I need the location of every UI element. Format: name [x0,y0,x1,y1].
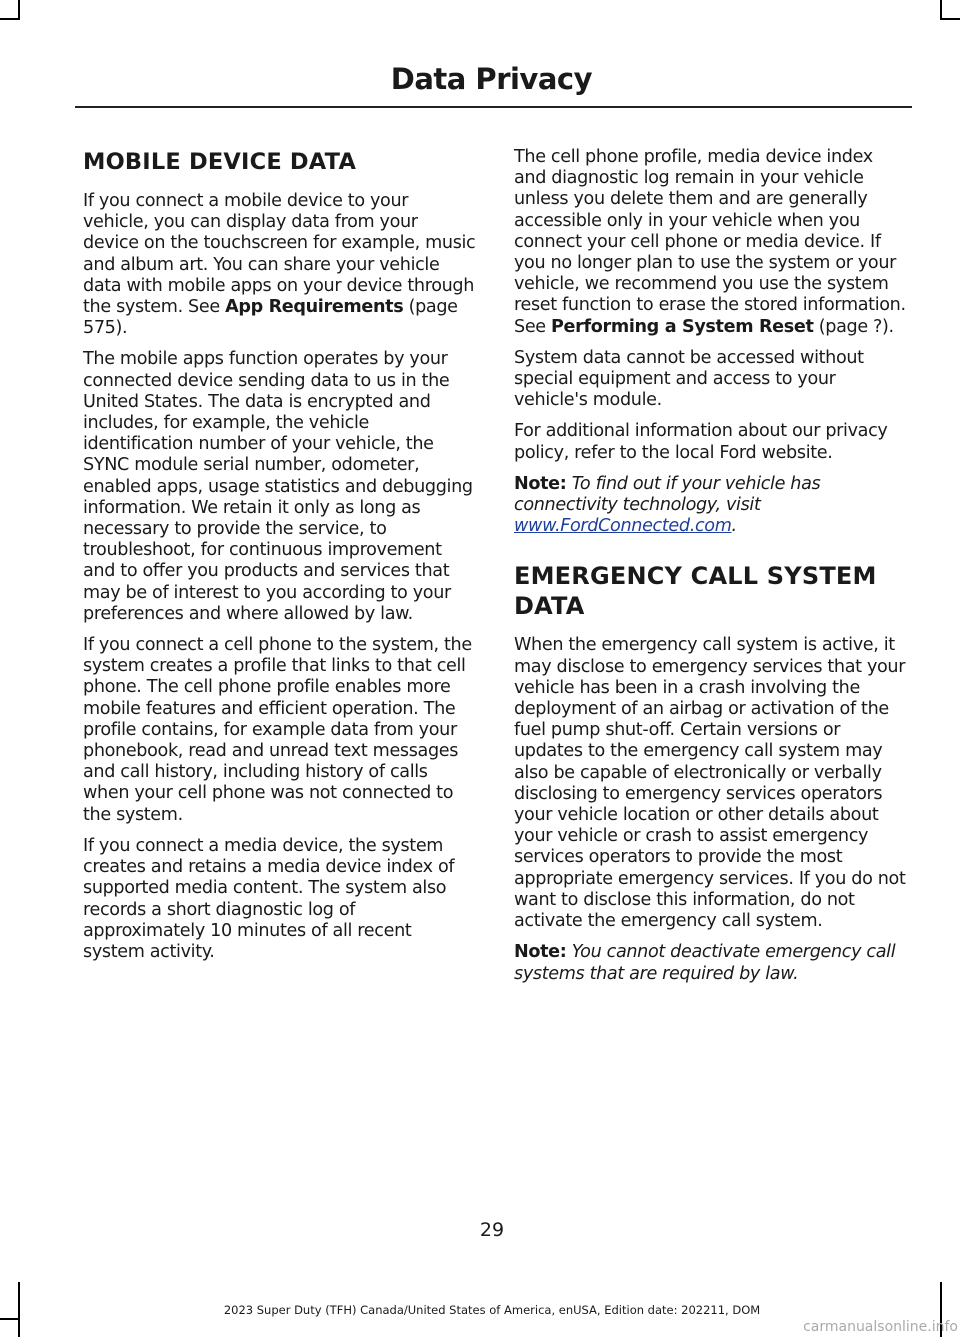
emergency-note: Note: You cannot deactivate emergency call systems that are required by law. [514,942,896,984]
page-header-title: Data Privacy [390,62,592,96]
page-number: 29 [479,1219,505,1241]
connectivity-note: Note: To find out if your vehicle has connectivity technology, visit www.FordConnected.com. [514,473,821,537]
ford-connected-link[interactable]: www.FordConnected.com [514,516,732,537]
mobile-device-data-heading: MOBILE DEVICE DATA [83,149,357,175]
system-reset-reference: Performing a System Reset [551,316,814,337]
mobile-paragraph-4: If you connect a media device, the system creates and retains a media device index of supported media content. The system also records a short diagnostic log of approximately 10 minutes of all recent system activity. [83,835,455,962]
crop-mark-top-right-h [940,18,960,20]
app-requirements-reference: App Requirements [225,297,404,318]
crop-mark-top-left-h [0,18,20,20]
header-rule [75,106,912,108]
mobile-paragraph-5: The cell phone profile, media device index and diagnostic log remain in your vehicle unless you delete them and are generally accessible only in your vehicle when you connect your cell phone or media device. If you no longer plan to use the system or your vehicle, we recommend you use the system reset function to erase the stored information. See Performing a System Reset (page ?). [514,147,906,337]
left-column [83,147,478,973]
emergency-paragraph-1: When the emergency call system is active, it may disclose to emergency services that your vehicle has been in a crash involving the deployment of an airbag or activation of the fuel pump shut-off. Certain versions or updates to the emergency call system may also be capable of electronically or verbally disclosing to emergency services operators your vehicle location or other details about your vehicle or crash to assist emergency services operators to provide the most appropriate emergency services. If you do not want to disclose this information, do not activate the emergency call system. [514,635,906,932]
right-column [514,147,909,995]
emergency-call-system-heading: EMERGENCY CALL SYSTEM DATA [514,562,877,621]
mobile-paragraph-2: The mobile apps function operates by your connected device sending data to us in the United States. The data is encrypted and includes, for example, the vehicle identification number of your vehicle, the SYNC module serial number, odometer, enabled apps, usage statistics and debugging information. We retain it only as long as necessary to provide the service, to troubleshoot, for continuous improvement and to offer you products and services that may be of interest to you according to your preferences and where allowed by law. [83,349,473,624]
footer-edition-info: 2023 Super Duty (TFH) Canada/United States of America, enUSA, Edition date: 202211, DOM [223,1303,761,1317]
watermark: carmanualsonline.info [803,1319,958,1335]
mobile-paragraph-3: If you connect a cell phone to the system, the system creates a profile that links to that cell phone. The cell phone profile enables more mobile features and efficient operation. The profile contains, for example data from your phonebook, read and unread text messages and call history, including history of calls when your cell phone was not connected to the system. [83,635,472,825]
mobile-paragraph-7: For additional information about our privacy policy, refer to the local Ford website. [514,421,888,463]
mobile-paragraph-6: System data cannot be accessed without special equipment and access to your vehicle's module. [514,347,864,411]
crop-mark-top-left-v [18,0,20,20]
mobile-paragraph-1: If you connect a mobile device to your vehicle, you can display data from your device on the touchscreen for example, music and album art. You can share your vehicle data with mobile apps on your device through the system. See App Requirements (page 575). [83,191,476,339]
crop-mark-bottom-left-h [0,1318,20,1320]
crop-mark-top-right-v [940,0,942,20]
